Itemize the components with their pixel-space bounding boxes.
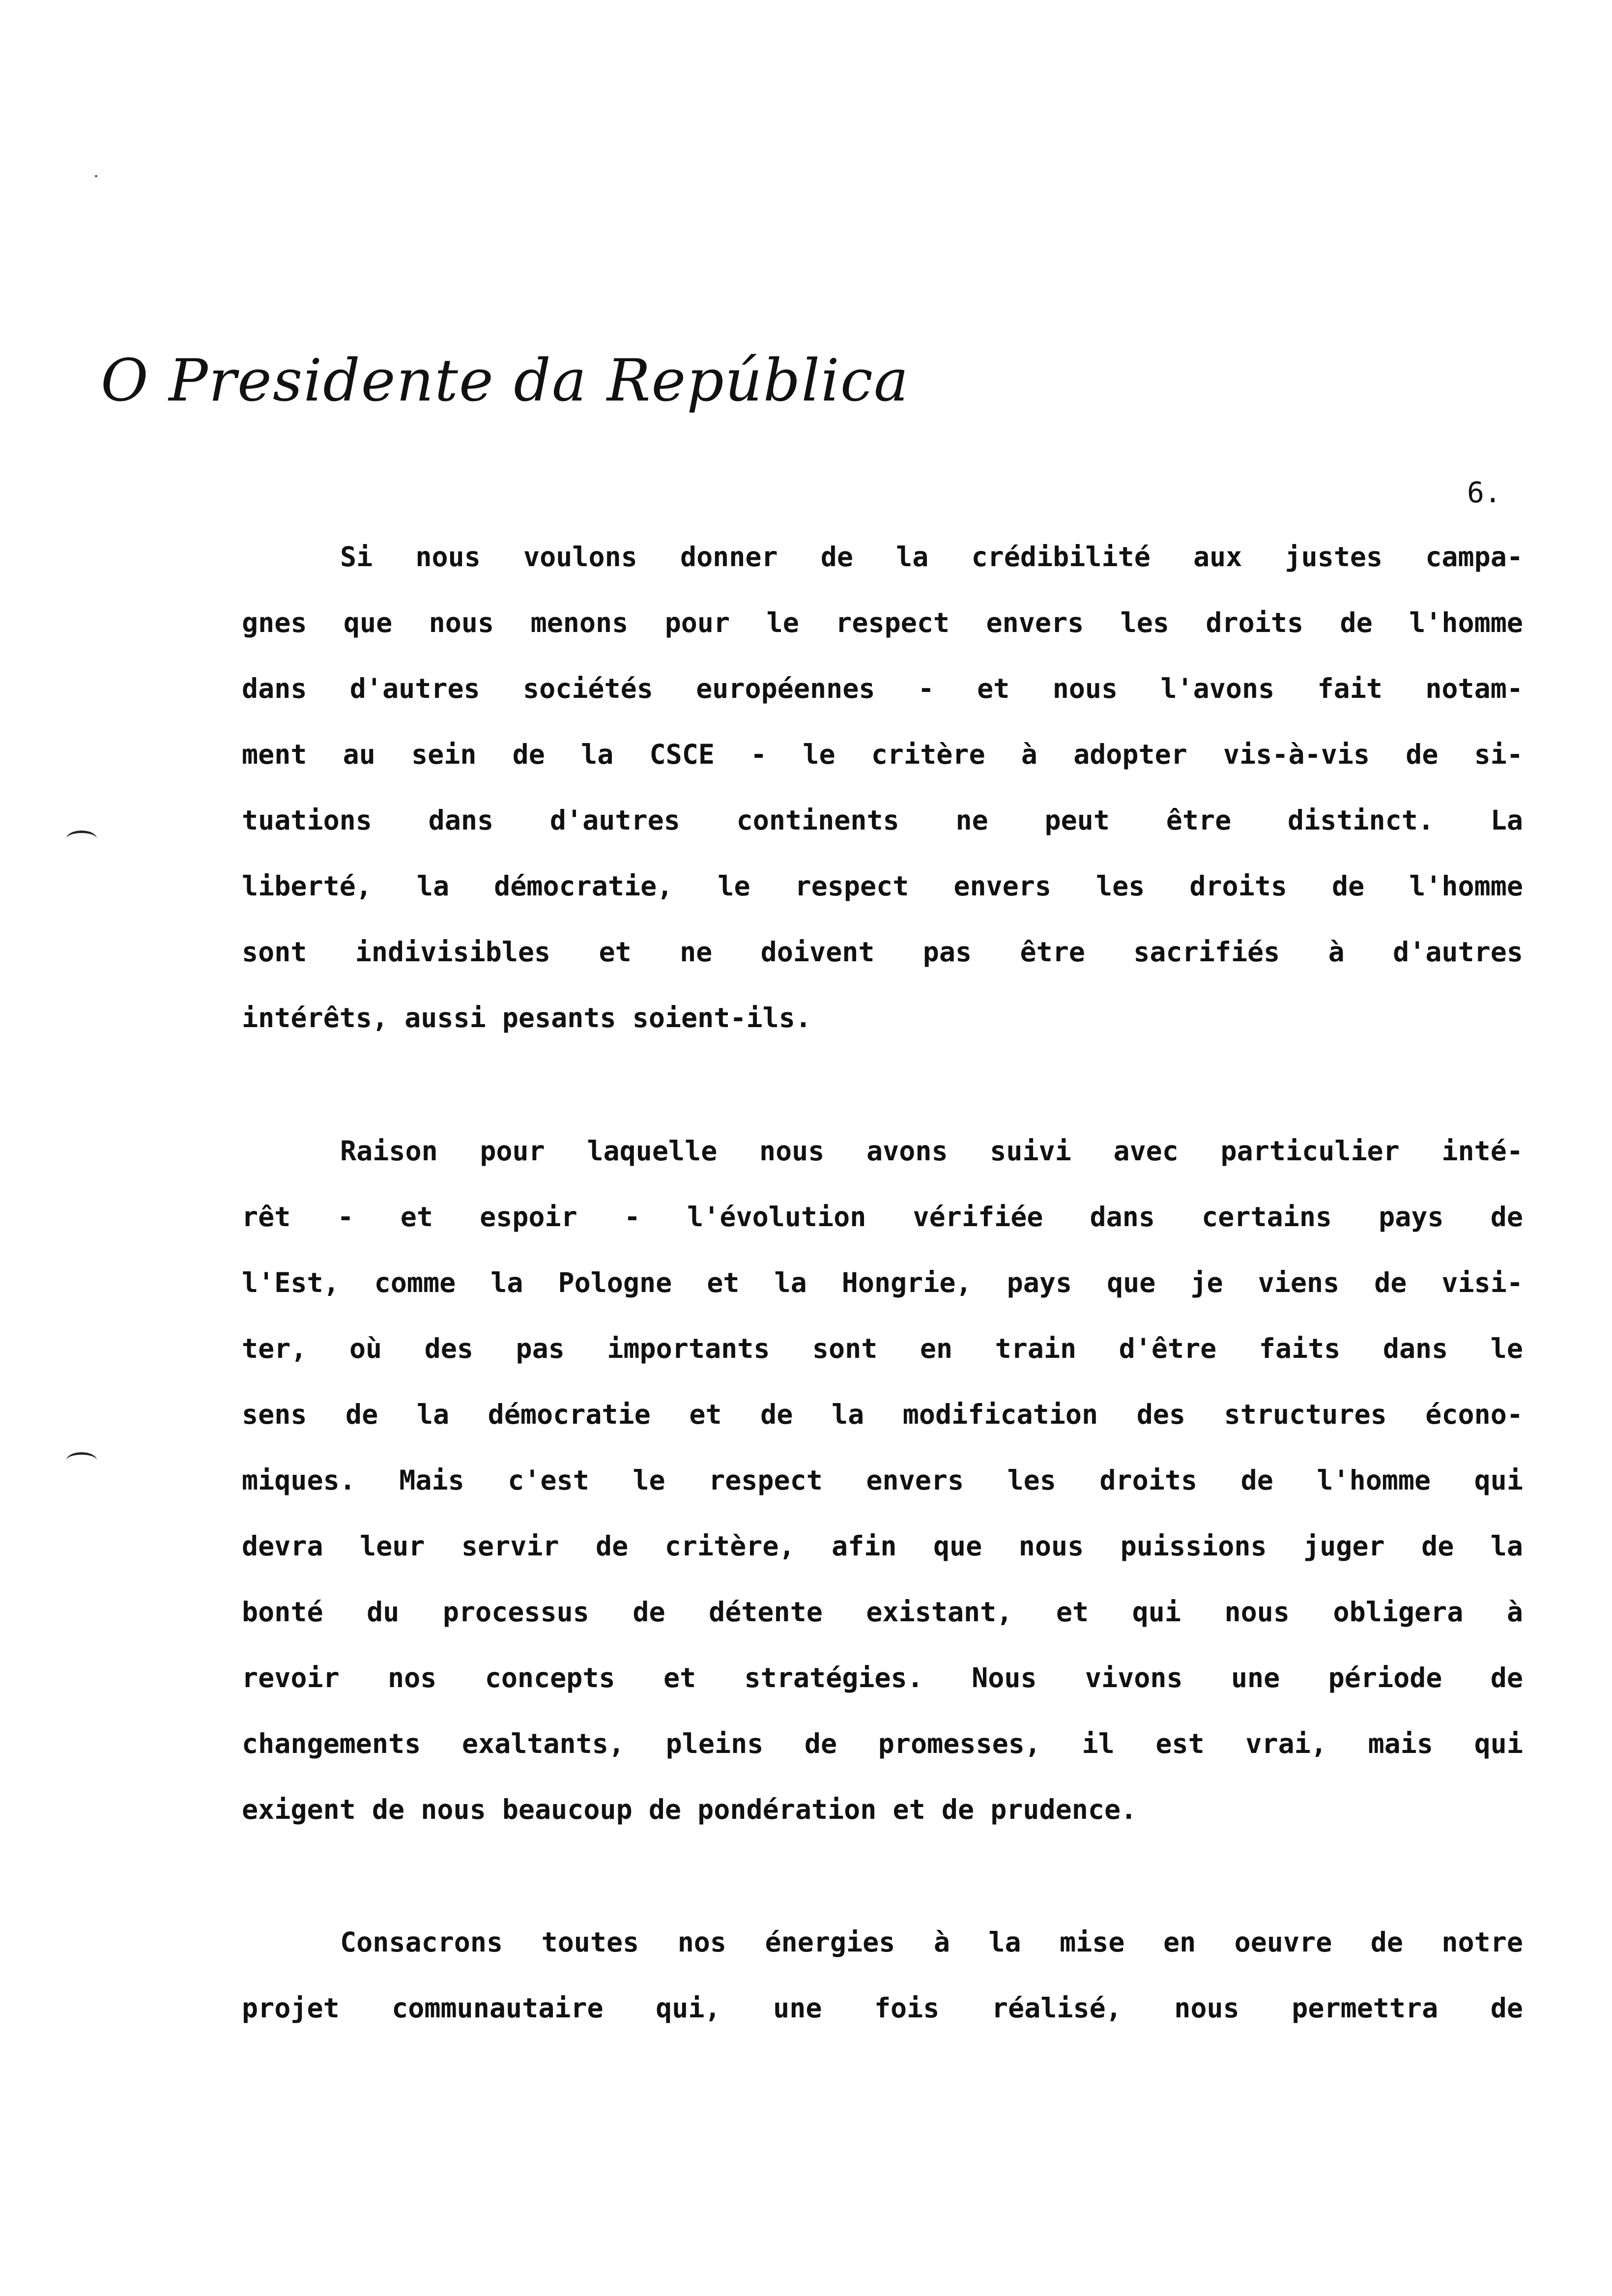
- page-number: 6.: [1467, 476, 1501, 509]
- text-line: exigent de nous beaucoup de pondération et de prudence.: [242, 1794, 1137, 1825]
- letterhead: O Presidente da República: [101, 346, 910, 414]
- text-line: dans d'autres sociétés européennes - et nous l'avons fait notam-: [242, 673, 1523, 704]
- text-line: tuations dans d'autres continents ne peut être distinct. La: [242, 804, 1523, 836]
- text-line: sont indivisibles et ne doivent pas être sacrifiés à d'autres: [242, 936, 1523, 968]
- text-line: revoir nos concepts et stratégies. Nous vivons une période de: [242, 1662, 1523, 1693]
- text-line: rêt - et espoir - l'évolution vérifiée dans certains pays de: [242, 1201, 1523, 1233]
- text-line: miques. Mais c'est le respect envers les droits de l'homme qui: [242, 1464, 1523, 1496]
- text-line: Raison pour laquelle nous avons suivi avec particulier inté-: [340, 1135, 1523, 1167]
- text-line: changements exaltants, pleins de promesses, il est vrai, mais qui: [242, 1728, 1523, 1759]
- text-line: bonté du processus de détente existant, et qui nous obligera à: [242, 1596, 1523, 1628]
- text-line: devra leur servir de critère, afin que nous puissions juger de la: [242, 1530, 1523, 1562]
- text-line: Si nous voulons donner de la crédibilité aux justes campa-: [340, 541, 1523, 573]
- paragraph-3: [242, 1909, 1523, 2041]
- margin-punch-mark: [66, 831, 97, 847]
- text-line: liberté, la démocratie, le respect envers les droits de l'homme: [242, 870, 1523, 902]
- paragraph-1: [242, 524, 1523, 1051]
- text-line: sens de la démocratie et de la modification des structures écono-: [242, 1399, 1523, 1430]
- text-line: l'Est, comme la Pologne et la Hongrie, pays que je viens de visi-: [242, 1267, 1523, 1298]
- text-line: Consacrons toutes nos énergies à la mise en oeuvre de notre: [340, 1926, 1523, 1958]
- text-line: gnes que nous menons pour le respect envers les droits de l'homme: [242, 607, 1523, 638]
- paragraph-2: [242, 1118, 1523, 1842]
- text-line: ter, où des pas importants sont en train d'être faits dans le: [242, 1333, 1523, 1364]
- text-line: ment au sein de la CSCE - le critère à adopter vis-à-vis de si-: [242, 739, 1523, 770]
- text-line: intérêts, aussi pesants soient-ils.: [242, 1002, 811, 1033]
- scan-speck: [95, 175, 97, 177]
- margin-punch-mark: [66, 1452, 97, 1468]
- text-line: projet communautaire qui, une fois réalisé, nous permettra de: [242, 1992, 1523, 2024]
